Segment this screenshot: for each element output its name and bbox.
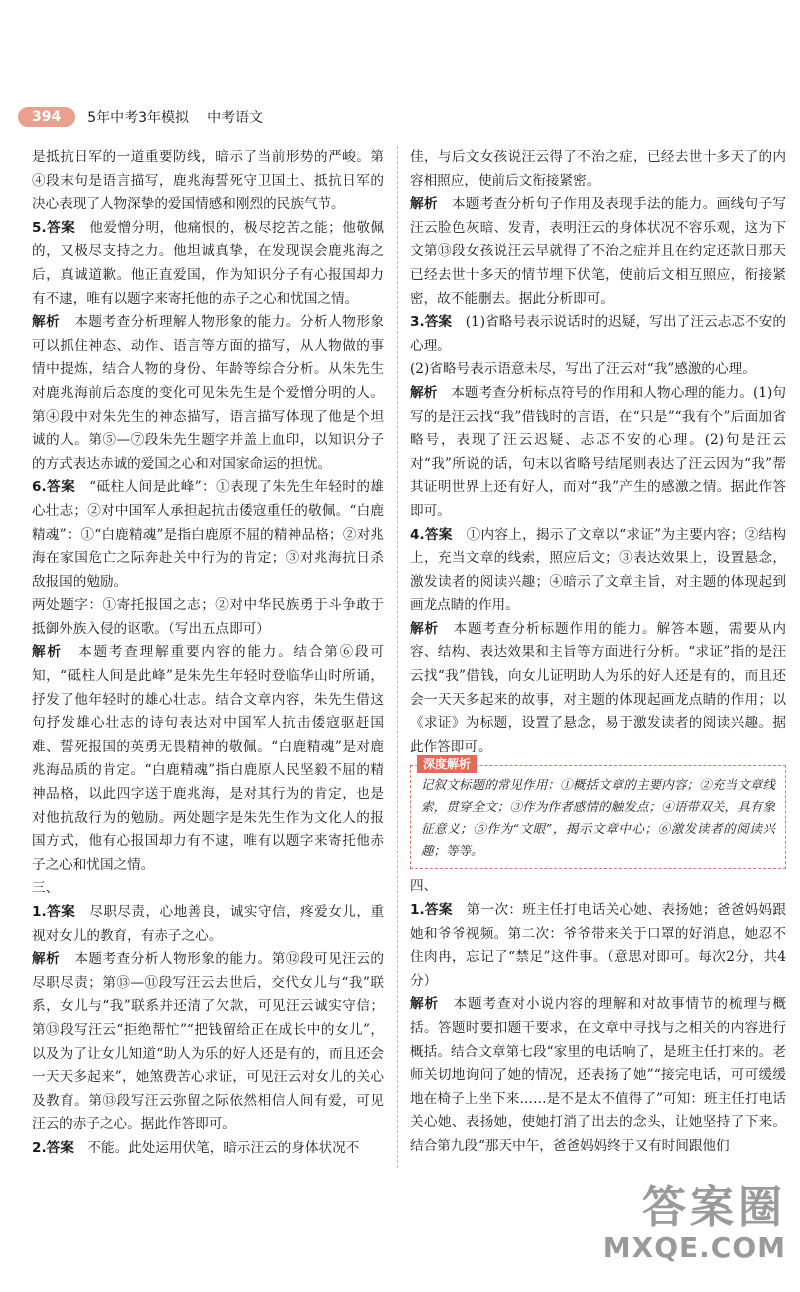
deep-analysis-box <box>410 757 786 869</box>
explanation-text: 本题考查分析标题作用的能力。解答本题，需要从内容、结构、表达效果和主旨等方面进行分析。“求证”指的是汪云找“我”借钱，向女儿证明助人为乐的好人还是有的，而且还会一天天多起来的故事，对主题的体现起画龙点睛的作用；以《求证》为标题，设置了悬念，易于激发读者的阅读兴趣。据此作答即可。 <box>410 620 787 755</box>
deep-analysis-text: 记叙文标题的常见作用：①概括文章的主要内容；②充当文章线索，贯穿全文；③作为作者感情的触发点；④语带双关，具有象征意义；⑤作为“文眼”，揭示文章中心；⑥激发读者的阅读兴趣；等等。 <box>421 777 775 859</box>
explanation-text: 本题考查对小说内容的理解和对故事情节的梳理与概括。答题时要扣题干要求，在文章中寻找与之相关的内容进行概括。结合文章第七段“家里的电话响了，是班主任打来的。老师关切地询问了她的情况，还表扬了她”“接完电话，可可缓缓地在椅子上坐下来……是不是太不值得了”可知：班主任打电话关心她、表扬她，使她打消了出去的念头，让她坚持了下来。结合第九段“那天中午，爸爸妈妈终于又有时间跟他们 <box>410 996 787 1154</box>
item-number: 4. <box>410 526 425 543</box>
answer-item-4-1 <box>410 899 786 993</box>
explanation-label: 解析 <box>410 620 439 637</box>
section-heading-4: 四、 <box>410 878 438 895</box>
answer-text: 不能。此处运用伏笔，暗示汪云的身体状况不 <box>87 1139 360 1156</box>
explanation-text: 本题考查分析标点符号的作用和人物心理的能力。(1)句写的是汪云找“我”借钱时的言语，在“只是”“我有个”后面加省略号，表现了汪云迟疑、忐忑不安的心理。(2)句是汪云对“我”所说的话，句末以省略号结尾则表达了汪云因为“我”帮其证明世界上还有好人，而对“我”产生的感激之情。据此作答即可。 <box>410 384 787 519</box>
explanation-item-4-1 <box>410 993 786 1158</box>
page-header <box>18 104 263 130</box>
answer-text: 尽职尽责，心地善良，诚实守信，疼爱女儿，重视对女儿的教育，有赤子之心。 <box>32 904 385 944</box>
answer-text: “砥柱人间是此峰”：①表现了朱先生年轻时的雄心壮志；②对中国军人承担起抗击倭寇重任的敬佩。“白鹿精魂”：①“白鹿精魂”是指白鹿原不屈的精神品格；②对兆海在家国危亡之际奔赴关中行为的肯定；③对兆海抗日杀敌报国的勉励。 <box>32 479 385 590</box>
answer-label: 答案 <box>46 219 76 236</box>
explanation-text: 本题考查理解重要内容的能力。结合第⑥段可知，“砥柱人间是此峰”是朱先生年轻时登临华山时所诵，抒发了他年轻时的雄心壮志。结合文章内容，朱先生借这句抒发雄心壮志的诗句表达对中国军人抗击倭寇驱赶国难、誓死报国的英勇无畏精神的敬佩。“白鹿精魂”是对鹿兆海品质的肯定。“白鹿精魂”指白鹿原人民坚毅不屈的精神品格，以此四字送于鹿兆海，是对其行为的肯定，也是对他抗敌行为的勉励。两处题字是朱先生作为文化人的报国方式，他有心报国却力有不逮，唯有以题字来寄托他赤子之心和忧国之情。 <box>32 644 385 873</box>
answer-item-5 <box>32 217 384 311</box>
answer-item-3-1 <box>32 901 384 948</box>
page-number: 394 <box>18 107 75 127</box>
explanation-label: 解析 <box>32 314 61 331</box>
answer-label: 答案 <box>424 526 453 543</box>
explanation-text: 本题考查分析人物形象的能力。第⑫段可见汪云的尽职尽责；第⑬—⑪段写汪云去世后，交代女儿与“我”联系，女儿与“我”联系并还清了欠款，可见汪云诚实守信；第⑬段写汪云“拒绝帮忙”“把钱留给正在成长中的女儿”，以及为了让女儿知道“助人为乐的好人还是有的，而且还会一天天多起来”，她煞费苦心求证，可见汪云对女儿的关心及教育。第⑬段写汪云弥留之际依然相信人间有爱，可见汪云的赤子之心。据此作答即可。 <box>32 951 385 1133</box>
answer-text-2: 两处题字：①寄托报国之志；②对中华民族勇于斗争敢于抵御外族入侵的讴歌。（写出五点即可） <box>32 597 384 637</box>
explanation-item-3-3 <box>410 382 786 524</box>
section-heading-3: 三、 <box>32 880 60 897</box>
answer-label: 答案 <box>424 314 453 331</box>
left-column <box>32 146 384 1161</box>
paragraph-continuation: 佳，与后文女孩说汪云得了不治之症，已经去世十多天了的内容相照应，使前后文衔接紧密。 <box>410 149 786 189</box>
item-number: 6. <box>32 479 47 496</box>
explanation-item-5 <box>32 311 384 476</box>
watermark-logo <box>603 1184 786 1264</box>
answer-item-3-3 <box>410 311 786 358</box>
answer-label: 答案 <box>46 1139 74 1156</box>
answer-label: 答案 <box>46 479 76 496</box>
watermark-url: MXQE.COM <box>602 1231 786 1264</box>
explanation-item-3-2 <box>410 193 786 311</box>
explanation-item-6 <box>32 641 384 877</box>
item-number: 5. <box>32 219 47 236</box>
column-divider <box>397 146 398 1168</box>
answer-item-3-2 <box>32 1137 384 1161</box>
answer-label: 答案 <box>424 902 453 919</box>
watermark-text: 答案圈 <box>642 1182 786 1233</box>
answer-text: 他爱憎分明，他痛恨的，极尽挖苦之能；他敬佩的，又极尽支持之力。他坦诚真挚，在发现误会鹿兆海之后，真诚道歉。他正直爱国，作为知识分子有心报国却力有不逮，唯有以题字来寄托他的赤子之心和忧国之情。 <box>32 219 385 307</box>
answer-text-2: (2)省略号表示语意未尽，写出了汪云对“我”感激的心理。 <box>410 361 756 378</box>
book-title: 5年中考3年模拟 <box>87 110 190 126</box>
explanation-label: 解析 <box>32 951 61 968</box>
item-number: 2. <box>32 1139 47 1156</box>
explanation-label: 解析 <box>410 996 439 1013</box>
explanation-item-3-4 <box>410 618 786 760</box>
paragraph-continuation: 是抵抗日军的一道重要防线，暗示了当前形势的严峻。第④段末句是语言描写，鹿兆海誓死守卫国土、抵抗日军的决心表现了人物深挚的爱国情感和刚烈的民族气节。 <box>32 149 384 213</box>
explanation-item-3-1 <box>32 948 384 1137</box>
answer-item-6 <box>32 476 384 594</box>
right-column <box>410 146 786 1159</box>
item-number: 1. <box>32 904 47 920</box>
explanation-text: 本题考查分析句子作用及表现手法的能力。画线句子写汪云脸色灰暗、发青，表明汪云的身体状况不容乐观，这为下文第⑬段女孩说汪云早就得了不治之症并且在约定还款日那天已经去世十多天的情节埋下伏笔，使前后文相互照应，衔接紧密，故不能删去。据此分析即可。 <box>410 196 787 307</box>
answer-item-3-4 <box>410 524 786 618</box>
answer-text: (1)省略号表示说话时的迟疑，写出了汪云忐忑不安的心理。 <box>410 314 786 354</box>
explanation-label: 解析 <box>410 196 438 213</box>
explanation-label: 解析 <box>32 644 63 661</box>
subject-label: 中考语文 <box>207 110 264 126</box>
explanation-label: 解析 <box>410 384 438 401</box>
explanation-text: 本题考查分析理解人物形象的能力。分析人物形象可以抓住神态、动作、语言等方面的描写，从人物做的事情中提炼，结合人物的身份、年龄等综合分析。从朱先生对鹿兆海前后态度的变化可见朱先生是个爱憎分明的人。第④段中对朱先生的神态描写，语言描写体现了他是个坦诚的人。第⑤—⑦段朱先生题字并盖上血印，以知识分子的方式表达赤诚的爱国之心和对国家命运的担忧。 <box>32 314 385 472</box>
answer-text: ①内容上，揭示了文章以“求证”为主要内容；②结构上，充当文章的线索，照应后文；③表达效果上，设置悬念，激发读者的阅读兴趣；④暗示了文章主旨，对主题的体现起到画龙点睛的作用。 <box>410 526 787 614</box>
item-number: 1. <box>410 902 425 919</box>
answer-label: 答案 <box>46 904 76 920</box>
item-number: 3. <box>410 314 425 331</box>
deep-analysis-title: 深度解析 <box>417 755 477 773</box>
answer-text: 第一次：班主任打电话关心她、表扬她；爸爸妈妈跟她和爷爷视频。第二次：爷爷带来关于口罩的好消息，她忍不住肉冉，忘记了“禁足”这件事。（意思对即可。每次2分，共4分） <box>410 902 787 989</box>
